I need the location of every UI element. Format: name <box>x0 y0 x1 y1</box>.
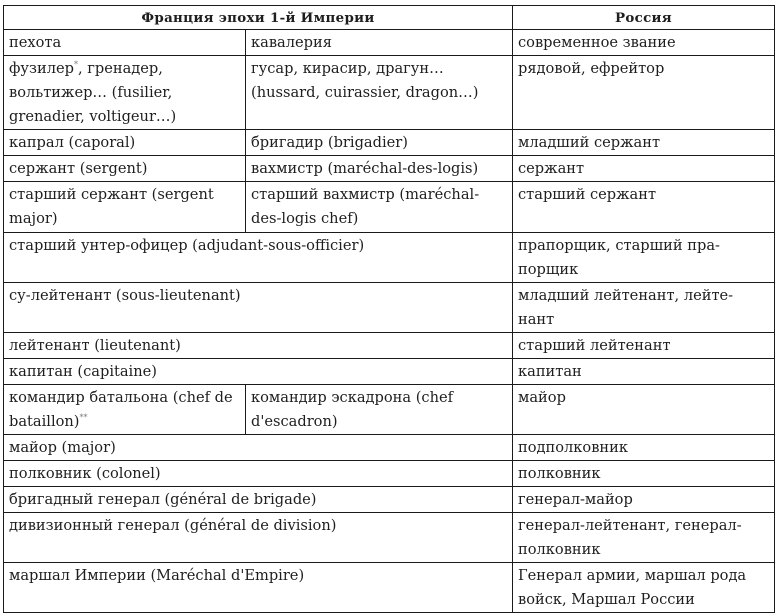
cell-merged: су-лейтенант (sous-lieutenant) <box>4 283 513 333</box>
cell-russia: сержант <box>513 156 775 182</box>
subheader-row <box>4 30 775 56</box>
header-row <box>4 6 775 30</box>
footnote-marker: * <box>73 60 78 69</box>
cell-merged: дивизионный генерал (général de division) <box>4 513 513 563</box>
header-russia: Россия <box>513 6 775 30</box>
table-row <box>4 435 775 461</box>
table-row <box>4 333 775 359</box>
table-row <box>4 487 775 513</box>
table-row <box>4 461 775 487</box>
cell-merged: полковник (colonel) <box>4 461 513 487</box>
cell-russia: капитан <box>513 359 775 385</box>
table-row <box>4 283 775 333</box>
cell-russia: полковник <box>513 461 775 487</box>
rank-comparison-table <box>3 5 775 613</box>
cell-russia: младший сержант <box>513 130 775 156</box>
header-france: Франция эпохи 1-й Империи <box>4 6 513 30</box>
cell-infantry <box>4 56 246 130</box>
cell-infantry <box>4 385 246 435</box>
cell-text: фузилер <box>9 60 74 77</box>
cell-russia: подполковник <box>513 435 775 461</box>
table-row <box>4 359 775 385</box>
cell-russia: рядовой, ефрейтор <box>513 56 775 130</box>
table-row <box>4 513 775 563</box>
cell-russia: старший лейтенант <box>513 333 775 359</box>
table-row <box>4 233 775 283</box>
cell-cavalry: гусар, кирасир, драгун… (hussard, cuirassier, dragon…) <box>246 56 513 130</box>
cell-cavalry: старший вахмистр (maréchal-des-logis chef) <box>246 182 513 233</box>
cell-merged: бригадный генерал (général de brigade) <box>4 487 513 513</box>
cell-infantry: сержант (sergent) <box>4 156 246 182</box>
cell-russia: генерал-майор <box>513 487 775 513</box>
cell-russia: прапорщик, старший пра-порщик <box>513 233 775 283</box>
cell-merged: старший унтер-офицер (adjudant-sous-officier) <box>4 233 513 283</box>
cell-infantry: капрал (caporal) <box>4 130 246 156</box>
cell-merged: майор (major) <box>4 435 513 461</box>
cell-merged: маршал Империи (Maréchal d'Empire) <box>4 563 513 613</box>
cell-cavalry: командир эскадрона (chef d'escadron) <box>246 385 513 435</box>
subheader-infantry: пехота <box>4 30 246 56</box>
cell-russia: старший сержант <box>513 182 775 233</box>
cell-text: , гренадер, вольтижер… (fusilier, grenadier, voltigeur…) <box>9 60 177 125</box>
table-row <box>4 563 775 613</box>
subheader-modern: современное звание <box>513 30 775 56</box>
cell-cavalry: вахмистр (maréchal-des-logis) <box>246 156 513 182</box>
subheader-cavalry: кавалерия <box>246 30 513 56</box>
table-row <box>4 156 775 182</box>
table-row <box>4 56 775 130</box>
cell-russia: младший лейтенант, лейте-нант <box>513 283 775 333</box>
cell-russia: Генерал армии, маршал рода войск, Маршал России <box>513 563 775 613</box>
table-row <box>4 385 775 435</box>
cell-russia: генерал-лейтенант, генерал-полковник <box>513 513 775 563</box>
cell-merged: лейтенант (lieutenant) <box>4 333 513 359</box>
cell-merged: капитан (capitaine) <box>4 359 513 385</box>
footnote-marker: ** <box>79 413 88 422</box>
table-row <box>4 130 775 156</box>
cell-text: командир батальона (chef de bataillon) <box>9 389 233 430</box>
cell-infantry: старший сержант (sergent major) <box>4 182 246 233</box>
cell-russia: майор <box>513 385 775 435</box>
table-row <box>4 182 775 233</box>
cell-cavalry: бригадир (brigadier) <box>246 130 513 156</box>
